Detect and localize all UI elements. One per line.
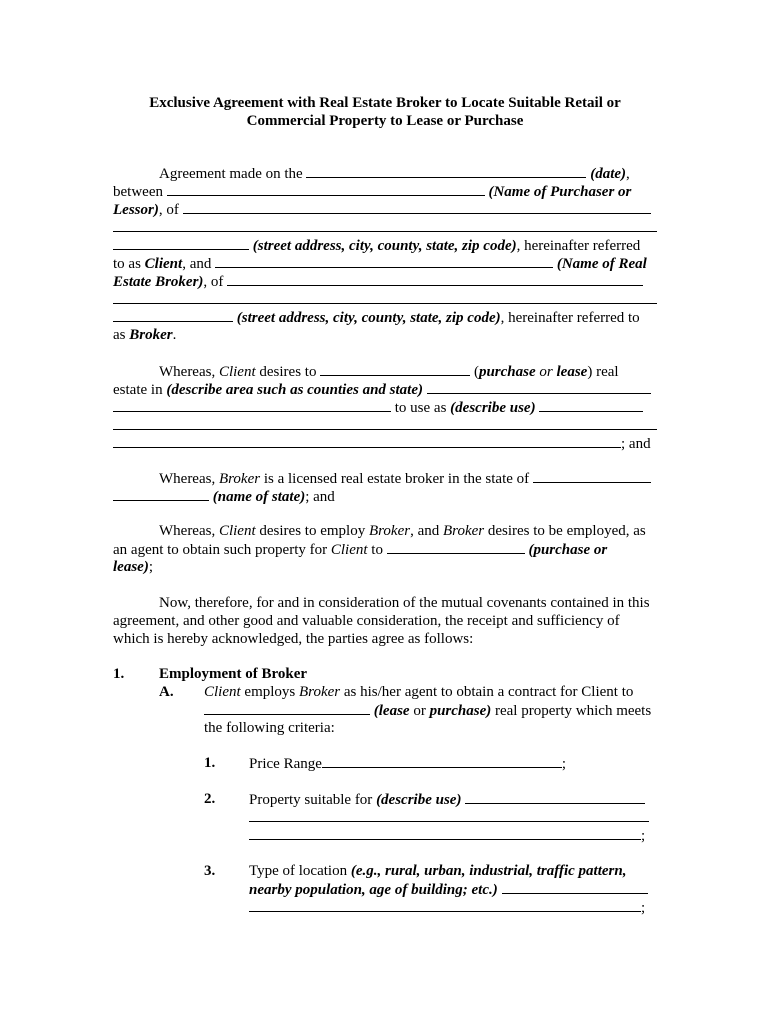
criteria2-line1 [249, 790, 645, 809]
use-label: (describe use) [450, 400, 536, 416]
text: between [113, 184, 163, 200]
broker-term: Broker [443, 523, 485, 539]
broker-term: Broker [368, 523, 411, 539]
para1-line7 [113, 272, 643, 291]
text: ; and [305, 489, 335, 505]
broker-address-blank-2[interactable] [113, 303, 657, 304]
client-term: Client [204, 684, 241, 700]
subsection-a-line3: the following criteria: [204, 720, 335, 736]
broker-term: Broker [218, 471, 261, 487]
title-line-1: Exclusive Agreement with Real Estate Broker to Locate Suitable Retail or [149, 95, 621, 111]
location-blank-1[interactable] [502, 880, 648, 894]
broker-term: Broker [299, 684, 341, 700]
purchaser-name-blank[interactable] [167, 182, 485, 196]
broker-name-label: (Name of Real [556, 256, 647, 272]
location-examples-cont: nearby population, age of building; etc.) [249, 882, 498, 898]
criteria1-line [249, 754, 566, 773]
text: as [113, 327, 126, 343]
text: , hereinafter referred [516, 238, 641, 254]
text: is a licensed real estate broker in the state of [263, 471, 530, 487]
price-range-label: Price Range [249, 756, 322, 772]
client-address-blank-1[interactable] [183, 200, 651, 214]
text: ; [641, 828, 646, 844]
property-use-blank-1[interactable] [465, 790, 645, 804]
client-address-blank-3[interactable] [113, 236, 249, 250]
criteria1-number: 1. [204, 755, 216, 771]
use-label: (describe use) [376, 792, 462, 808]
para4-line2 [113, 540, 607, 559]
area-label: (describe area such as counties and state) [166, 382, 423, 398]
text: to as [113, 256, 141, 272]
lease-label: (lease [373, 703, 410, 719]
para5-line2: agreement, and other good and valuable consideration, the receipt and sufficiency of [113, 613, 620, 629]
text: ; and [621, 436, 651, 452]
para3-line1 [159, 469, 651, 488]
subsection-a-line1 [204, 683, 633, 701]
text: , of [158, 202, 179, 218]
text: , hereinafter referred to [500, 310, 640, 326]
location-blank-2[interactable] [249, 898, 641, 912]
broker-term: Broker [129, 327, 173, 343]
text: ) [587, 364, 593, 380]
para2-line2 [113, 380, 651, 399]
lease-label: lease) [113, 559, 149, 575]
text: to [371, 542, 383, 558]
para1-line1 [159, 164, 630, 183]
para1-line10 [113, 326, 176, 344]
text: to use as [394, 400, 447, 416]
para1-line6 [113, 254, 647, 273]
para4-line1 [159, 522, 646, 540]
criteria2-line3 [249, 826, 645, 845]
para4-line3 [113, 558, 153, 576]
criteria3-number: 3. [204, 863, 216, 879]
text: , of [203, 274, 224, 290]
client-term: Client [144, 256, 183, 272]
para2-line3 [113, 398, 643, 417]
or-term: or [539, 364, 553, 380]
property-use-blank-3[interactable] [249, 826, 641, 840]
date-label: (date) [590, 166, 627, 182]
text: employs [244, 684, 296, 700]
lease-term: lease [556, 364, 588, 380]
date-blank[interactable] [306, 164, 586, 178]
purchase-label: purchase) [429, 703, 492, 719]
para1-line9 [113, 308, 640, 327]
broker-label: Estate Broker) [113, 274, 204, 290]
subsection-a-letter: A. [159, 684, 174, 700]
text: . [172, 327, 177, 343]
text: real property which meets [495, 703, 652, 719]
use-blank-3[interactable] [113, 434, 621, 448]
broker-address-blank-1[interactable] [227, 272, 643, 286]
purchaser-label: (Name of Purchaser or [488, 184, 632, 200]
text: Whereas, [159, 471, 216, 487]
text: or [413, 703, 426, 719]
para1-line5 [113, 236, 640, 255]
text: as his/her agent to obtain a contract for Client to [343, 684, 634, 700]
text: Agreement made on the [159, 166, 303, 182]
criteria3-line1 [249, 862, 626, 880]
state-label: (name of state) [212, 489, 306, 505]
state-blank-1[interactable] [533, 469, 651, 483]
use-blank-2[interactable] [113, 429, 657, 430]
section1-number: 1. [113, 666, 125, 682]
criteria3-line3 [249, 898, 645, 917]
text: , and [410, 523, 440, 539]
purchase-term: purchase [478, 364, 536, 380]
use-blank-1[interactable] [539, 398, 643, 412]
area-blank-1[interactable] [427, 380, 651, 394]
text: ; [641, 900, 646, 916]
para1-line3 [113, 200, 651, 219]
broker-name-blank[interactable] [215, 254, 553, 268]
purchase-or-lease-blank-2[interactable] [387, 540, 525, 554]
client-term: Client [218, 523, 256, 539]
text: desires to [259, 364, 317, 380]
location-examples: (e.g., rural, urban, industrial, traffic pattern, [350, 863, 627, 879]
text: , and [182, 256, 212, 272]
lease-purchase-blank[interactable] [204, 701, 370, 715]
property-use-blank-2[interactable] [249, 821, 649, 822]
para5-line3: which is hereby acknowledged, the parties agree as follows: [113, 631, 474, 647]
text: ( [473, 364, 479, 380]
text: estate in [113, 382, 163, 398]
subsection-a-line2 [204, 701, 651, 720]
state-blank-2[interactable] [113, 487, 209, 501]
address-label: (street address, city, county, state, zip code) [236, 310, 501, 326]
para1-line2 [113, 182, 631, 201]
title-line-2: Commercial Property to Lease or Purchase [246, 113, 524, 129]
broker-address-blank-3[interactable] [113, 308, 233, 322]
price-range-blank[interactable] [322, 754, 562, 768]
purchase-or-lease-blank[interactable] [320, 362, 470, 376]
text: , [626, 166, 630, 182]
para5-line1: Now, therefore, for and in consideration of the mutual covenants contained in this [159, 595, 650, 611]
criteria2-number: 2. [204, 791, 216, 807]
document-title [113, 94, 657, 130]
text: ; [561, 756, 567, 772]
text: desires to be employed, as [487, 523, 646, 539]
section1-heading: Employment of Broker [159, 666, 308, 682]
text: Type of location [249, 863, 348, 879]
client-term: Client [218, 364, 256, 380]
text: Whereas, [159, 523, 216, 539]
text: real [596, 364, 619, 380]
client-term: Client [330, 542, 368, 558]
text: an agent to obtain such property for [113, 542, 328, 558]
client-address-blank-2[interactable] [113, 231, 657, 232]
text: desires to employ [259, 523, 366, 539]
text: Whereas, [159, 364, 216, 380]
area-blank-2[interactable] [113, 398, 391, 412]
criteria3-line2 [249, 880, 648, 899]
text: Property suitable for [249, 792, 373, 808]
para2-line5 [113, 434, 651, 453]
lessor-label: Lessor) [113, 202, 159, 218]
purchase-lease-label: (purchase or [528, 542, 608, 558]
para2-line1 [159, 362, 619, 381]
text: ; [148, 559, 153, 575]
address-label: (street address, city, county, state, zip code) [252, 238, 517, 254]
para3-line2 [113, 487, 335, 506]
